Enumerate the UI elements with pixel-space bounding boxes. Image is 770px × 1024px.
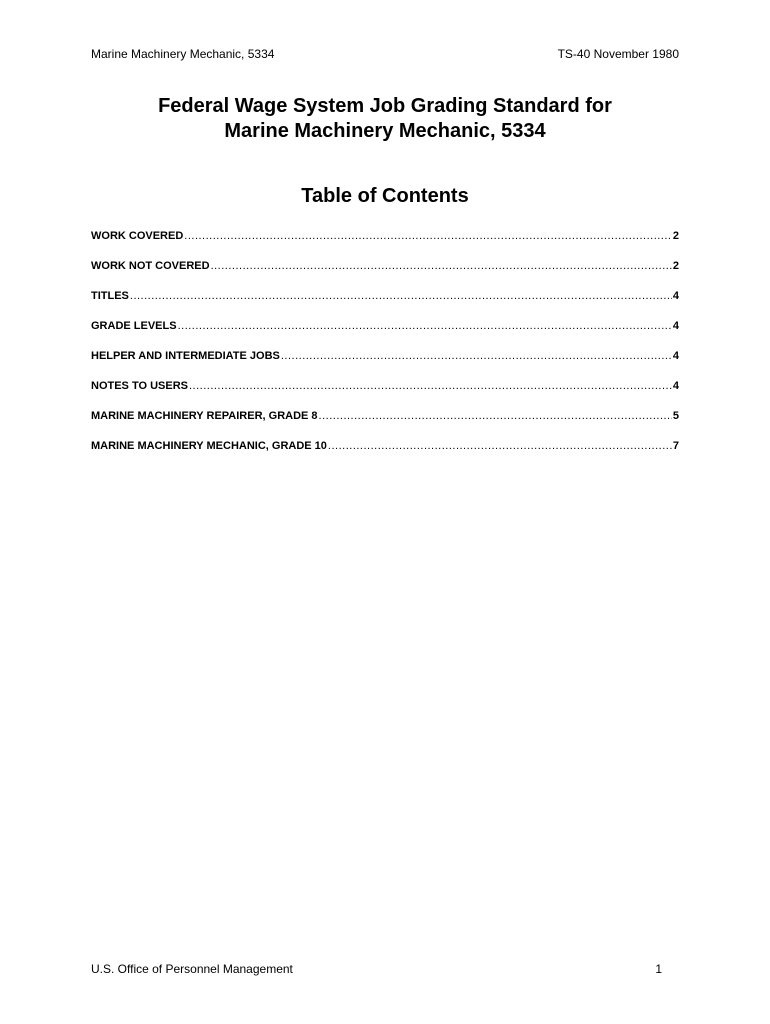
- running-header-date: TS-40 November 1980: [557, 47, 679, 61]
- toc-entry-label: WORK NOT COVERED: [91, 260, 210, 272]
- toc-entry-work-not-covered[interactable]: [91, 258, 679, 288]
- toc-entry-page: 4: [672, 350, 679, 362]
- document-title: [91, 94, 679, 144]
- toc-entry-label: NOTES TO USERS: [91, 380, 188, 392]
- toc-entry-page: 2: [672, 230, 679, 242]
- toc-entry-label: GRADE LEVELS: [91, 320, 177, 332]
- toc-entry-label: MARINE MACHINERY REPAIRER, GRADE 8: [91, 410, 318, 422]
- toc-entry-notes-to-users[interactable]: [91, 378, 679, 408]
- footer-page-number: 1: [655, 962, 662, 976]
- toc-dot-leader: [184, 228, 672, 244]
- toc-entry-label: TITLES: [91, 290, 129, 302]
- toc-entry-marine-machinery-repairer-grade-8[interactable]: [91, 408, 679, 438]
- toc-entry-page: 4: [672, 380, 679, 392]
- toc-entry-work-covered[interactable]: [91, 228, 679, 258]
- toc-entry-page: 7: [672, 440, 679, 452]
- toc-dot-leader: [319, 408, 672, 424]
- toc-dot-leader: [130, 288, 672, 304]
- running-header-title: Marine Machinery Mechanic, 5334: [91, 47, 275, 61]
- toc-dot-leader: [189, 378, 672, 394]
- toc-dot-leader: [328, 438, 672, 454]
- document-title-line-1: Federal Wage System Job Grading Standard for: [158, 95, 612, 117]
- toc-entry-label: MARINE MACHINERY MECHANIC, GRADE 10: [91, 440, 327, 452]
- toc-entry-page: 4: [672, 290, 679, 302]
- toc-heading: Table of Contents: [301, 185, 469, 207]
- toc-entry-page: 2: [672, 260, 679, 272]
- document-title-line-2: Marine Machinery Mechanic, 5334: [224, 120, 546, 142]
- table-of-contents: [91, 228, 679, 468]
- toc-entry-label: WORK COVERED: [91, 230, 184, 242]
- footer-publisher: U.S. Office of Personnel Management: [91, 962, 293, 976]
- toc-entry-titles[interactable]: [91, 288, 679, 318]
- toc-dot-leader: [281, 348, 672, 364]
- toc-entry-label: HELPER AND INTERMEDIATE JOBS: [91, 350, 280, 362]
- toc-entry-helper-and-intermediate-jobs[interactable]: [91, 348, 679, 378]
- toc-entry-marine-machinery-mechanic-grade-10[interactable]: [91, 438, 679, 468]
- toc-entry-grade-levels[interactable]: [91, 318, 679, 348]
- toc-dot-leader: [211, 258, 672, 274]
- toc-entry-page: 4: [672, 320, 679, 332]
- toc-dot-leader: [178, 318, 672, 334]
- toc-entry-page: 5: [672, 410, 679, 422]
